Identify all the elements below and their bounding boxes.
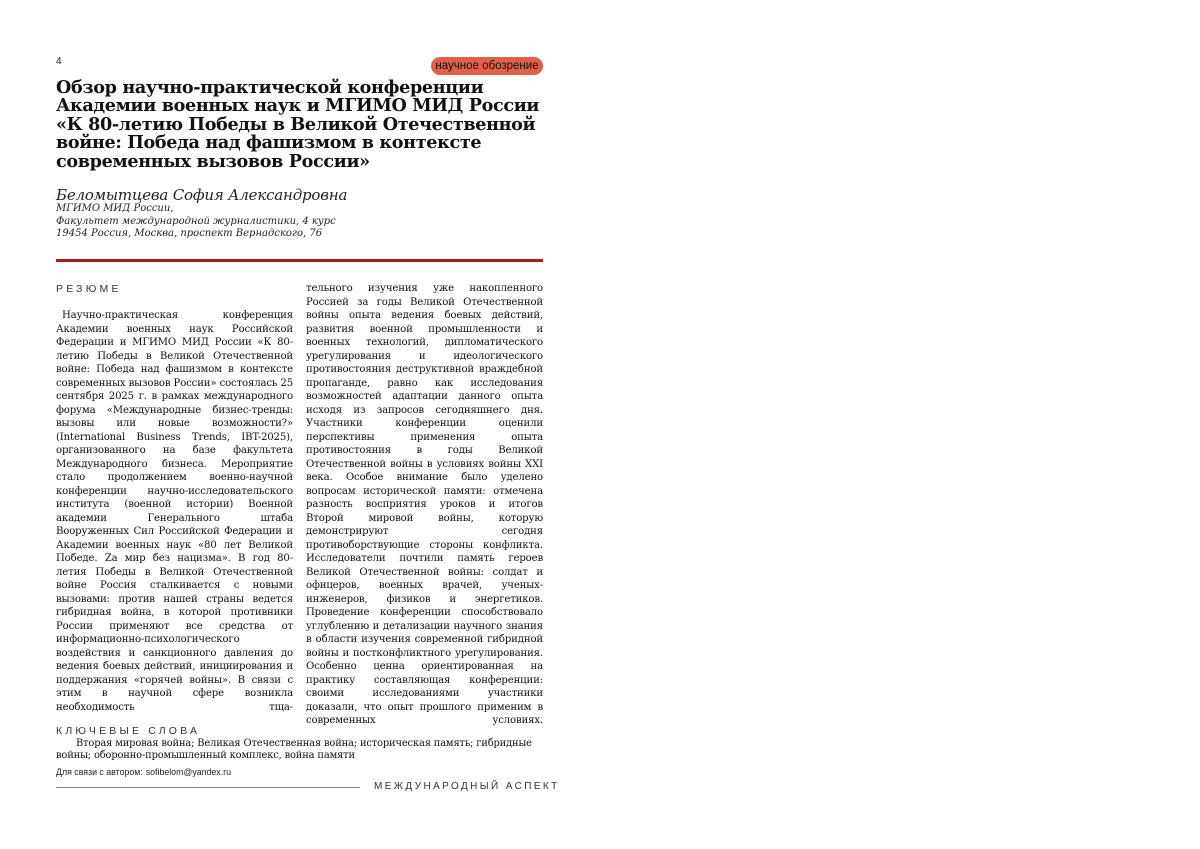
keywords-heading: КЛЮЧЕВЫЕ СЛОВА (56, 725, 201, 737)
author-contact (56, 767, 234, 777)
abstract-text-left: Научно-практическая конференция Академии военных наук Российской Федерации и МГИМО МИД России «К 80-летию Победы в Великой Отечественной войне: Победа над фашизмом в контексте современных вызовов России» состоялась 25 сентября 2025 г. в рамках международного форума «Международные бизнес-тренды: вызовы или новые возможности?» (International Business Trends, IBT-2025), организованного на базе факультета Международного бизнеса. Мероприятие стало продолжением военно-научной конференции научно-исследовательского института (военной истории) Военной академии Генерального штаба Вооруженных Сил Российской Федерации и Академии военных наук «80 лет Великой Победе. Za мир без нацизма». В год 80-летия Победы в Великой Отечественной войне Россия сталкивается с новыми вызовами: против нашей страны ведется гибридная война, в которой противники России применяют все средства от информационно-психологического воздействия и санкционного давления до ведения боевых действий, инициирования и поддержания «горячей войны». В связи с этим в научной сфере возникла необходимость тща- (56, 310, 293, 713)
affiliation-line: МГИМО МИД России, (56, 203, 174, 214)
journal-name: МЕЖДУНАРОДНЫЙ АСПЕКТ (374, 781, 560, 792)
author-affiliation (56, 203, 536, 241)
abstract-heading: РЕЗЮМЕ (56, 283, 122, 295)
contact-email[interactable]: sofibelom@yandex.ru (145, 767, 231, 777)
page-number: 4 (56, 56, 62, 67)
keywords-text: Вторая мировая война; Великая Отечественная война; историческая память; гибридные войны; оборонно-промышленный комплекс, война памяти (56, 738, 532, 761)
header-divider (56, 259, 543, 262)
article-title: Обзор научно-практической конференции Академии военных наук и МГИМО МИД России «К 80-летию Победы в Великой Отечественной войне: Победа над фашизмом в контексте современных вызовов России» (56, 77, 540, 172)
contact-label: Для связи с автором: (56, 767, 143, 777)
affiliation-line: Факультет международной журналистики, 4 курс (56, 215, 336, 227)
affiliation-line: 19454 Россия, Москва, проспект Вернадского, 76 (56, 228, 323, 239)
abstract-text-right: тельного изучения уже накопленного Россией за годы Великой Отечественной войны опыта ведения боевых действий, развития военной промышленности и военных технологий, дипломатического урегулирования и идеологического противостояния деструктивной враждебной пропаганде, равно как исследования возможностей адаптации данного опыта исходя из запросов сегодняшнего дня. Участники конференции оценили перспективы применения опыта противостояния в годы Великой Отечественной войны в условиях войны XXI века. Особое внимание было уделено вопросам исторической памяти: отмечена разность восприятия уроков и итогов Второй мировой войны, которую демонстрируют сегодня противоборствующие стороны конфликта. Исследователи почтили память героев Великой Отечественной войны: солдат и офицеров, военных врачей, ученых-инженеров, физиков и энергетиков. Проведение конференции способствовало углублению и детализации научного знания в области изучения современной гибридной войны и постконфликтного урегулирования. Особенно ценна ориентированная на практику составляющая конференции: своими исследованиями участники доказали, что опыт прошлого применим в современных условиях. (306, 283, 543, 726)
footer-divider (56, 787, 360, 788)
author-name: Беломытцева София Александровна (56, 186, 348, 204)
section-badge: научное обозрение (431, 57, 543, 75)
